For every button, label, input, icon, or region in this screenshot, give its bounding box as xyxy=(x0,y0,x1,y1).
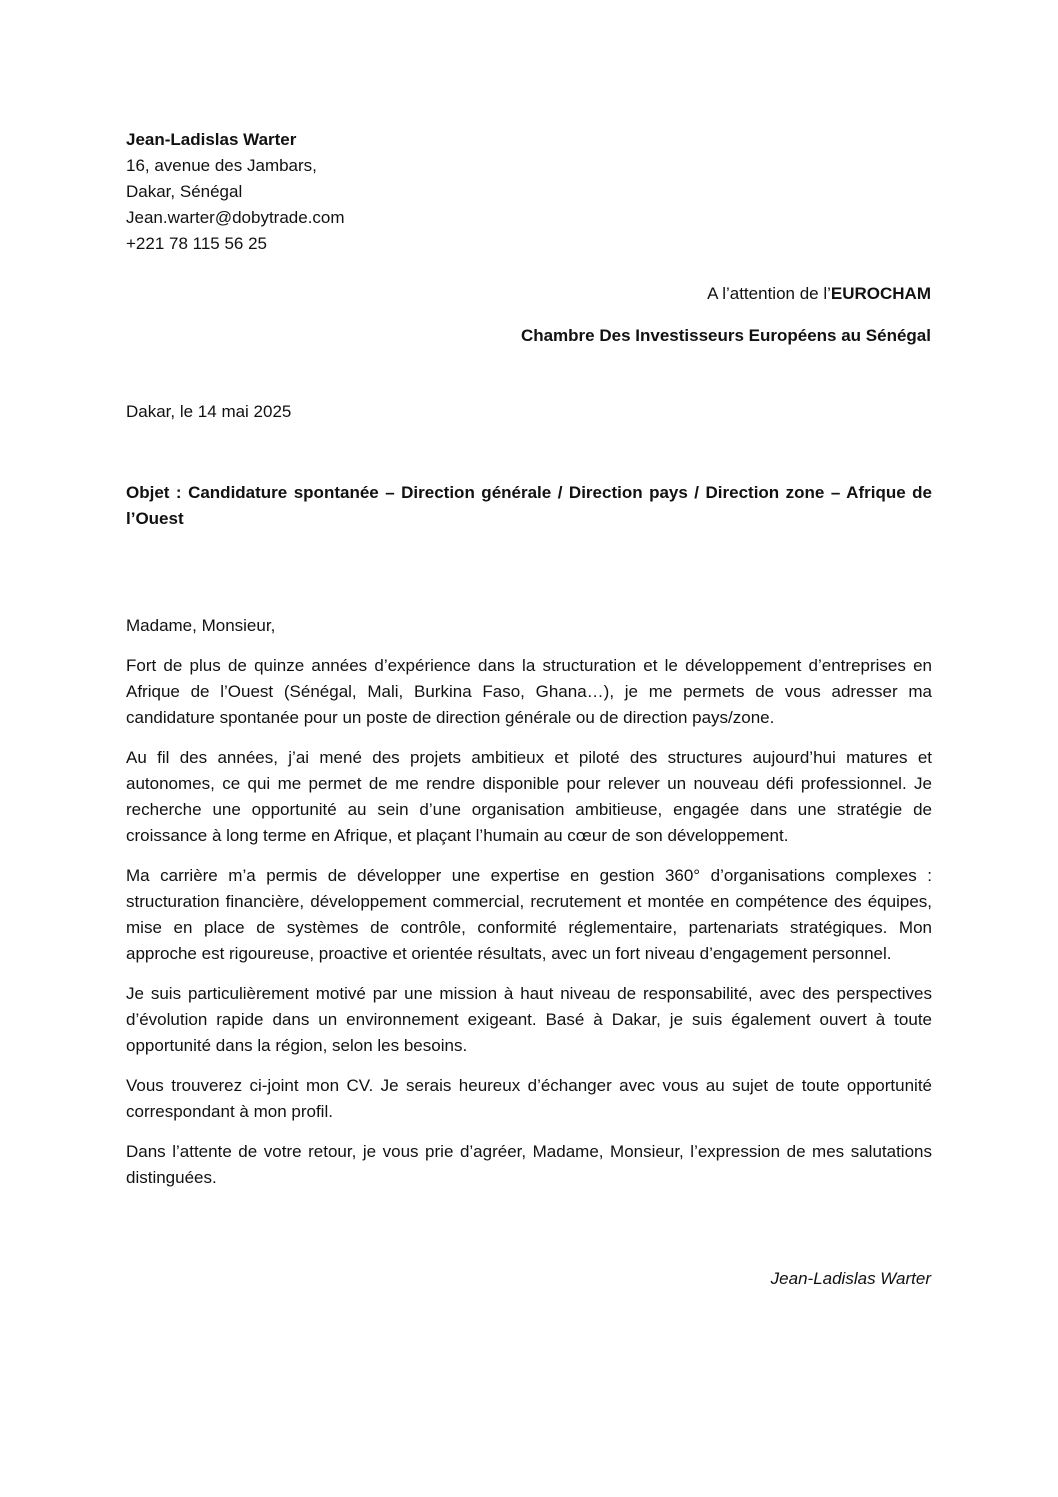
letter-subject: Objet : Candidature spontanée – Direction générale / Direction pays / Direction zone – Afrique de l’Ouest xyxy=(126,483,932,528)
paragraph-3: Ma carrière m’a permis de développer une expertise en gestion 360° d’organisations complexes : structuration financière, développement commercial, recrutement et montée en compétence des équipes, mise en place de systèmes de contrôle, conformité réglementaire, partenariats stratégiques. Mon approche est rigoureuse, proactive et orientée résultats, avec un fort niveau d’engagement personnel. xyxy=(126,866,932,963)
letter-date: Dakar, le 14 mai 2025 xyxy=(126,402,292,421)
recipient-organization: EUROCHAM xyxy=(830,284,931,303)
paragraph-4: Je suis particulièrement motivé par une mission à haut niveau de responsabilité, avec des perspectives d’évolution rapide dans un environnement exigeant. Basé à Dakar, je suis également ouvert à toute opportunité dans la région, selon les besoins. xyxy=(126,984,932,1055)
recipient-full-name: Chambre Des Investisseurs Européens au Sénégal xyxy=(520,326,931,345)
paragraph-6: Dans l’attente de votre retour, je vous prie d’agréer, Madame, Monsieur, l’expression de mes salutations distinguées. xyxy=(126,1142,932,1187)
paragraph-5: Vous trouverez ci-joint mon CV. Je serais heureux d’échanger avec vous au sujet de toute opportunité correspondant à mon profil. xyxy=(126,1076,932,1121)
letter-body xyxy=(126,613,932,1205)
paragraph-2: Au fil des années, j’ai mené des projets ambitieux et piloté des structures aujourd’hui matures et autonomes, ce qui me permet de me rendre disponible pour relever un nouveau défi professionnel. Je recherche une opportunité au sein d’une organisation ambitieuse, engagée dans une stratégie de croissance à long terme en Afrique, et plaçant l’humain au cœur de son développement. xyxy=(126,748,932,845)
sender-block xyxy=(126,127,626,257)
sender-address-line2: Dakar, Sénégal xyxy=(126,182,243,201)
sender-address-line1: 16, avenue des Jambars, xyxy=(126,156,317,175)
signature: Jean-Ladislas Warter xyxy=(770,1269,931,1288)
recipient-block xyxy=(231,281,931,349)
sender-phone: +221 78 115 56 25 xyxy=(126,234,268,253)
salutation: Madame, Monsieur, xyxy=(126,616,276,635)
recipient-attention xyxy=(231,281,931,307)
attention-prefix: A l’attention de l’ xyxy=(707,284,831,303)
sender-email: Jean.warter@dobytrade.com xyxy=(126,208,345,227)
sender-name: Jean-Ladislas Warter xyxy=(126,130,297,149)
paragraph-1: Fort de plus de quinze années d’expérience dans la structuration et le développement d’entreprises en Afrique de l’Ouest (Sénégal, Mali, Burkina Faso, Ghana…), je me permets de vous adresser ma candidature spontanée pour un poste de direction générale ou de direction pays/zone. xyxy=(126,656,932,727)
